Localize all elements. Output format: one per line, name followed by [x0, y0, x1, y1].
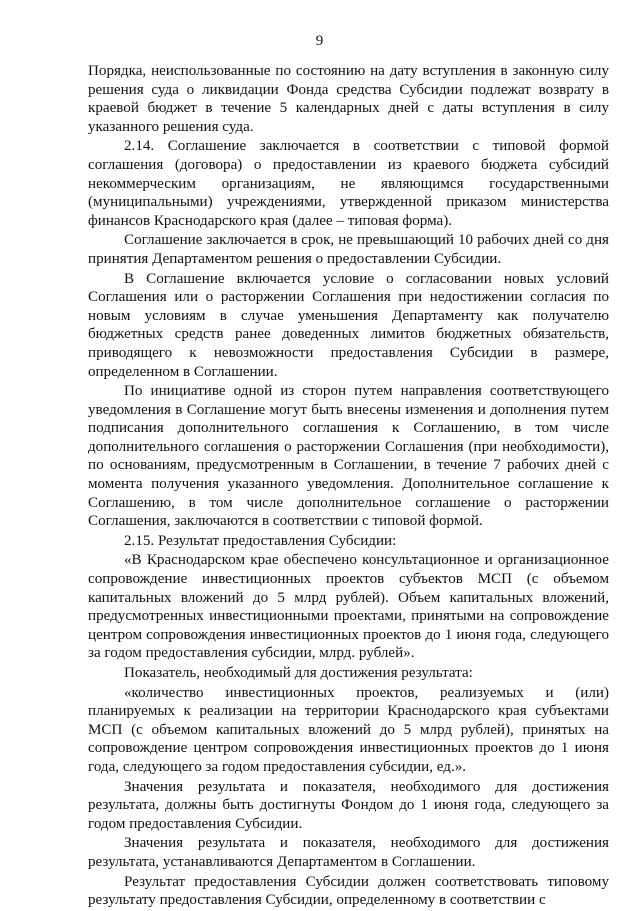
paragraph: «количество инвестиционных проектов, реализуемых и (или) планируемых к реализации на территории Краснодарского края субъектами МСП (с объемом капитальных вложений до 5 млрд рублей), принятых на сопровождение центром сопровождения инвестиционных проектов до 1 июня года, следующего за годом предоставления субсидии, ед.».	[88, 684, 609, 775]
paragraph: Результат предоставления Субсидии должен соответствовать типовому результату предоставления Субсидии, определенному в соответствии с	[88, 873, 609, 909]
paragraph: Показатель, необходимый для достижения результата:	[124, 665, 473, 681]
paragraph: Значения результата и показателя, необходимого для достижения результата, устанавливаются Департаментом в Соглашении.	[88, 835, 609, 870]
document-body	[88, 62, 609, 911]
paragraph: Соглашение заключается в срок, не превышающий 10 рабочих дней со дня принятия Департаментом решения о предоставлении Субсидии.	[88, 232, 609, 267]
paragraph: В Соглашение включается условие о согласовании новых условий Соглашения или о расторжении Соглашения при недостижении согласия по новым условиям в случае уменьшения Департаменту как получателю бюджетных средств ранее доведенных лимитов бюджетных обязательств, приводящего к невозможности предоставления Субсидии в размере, определенном в Соглашении.	[88, 270, 609, 380]
paragraph: 2.15. Результат предоставления Субсидии:	[124, 532, 397, 549]
paragraph: Порядка, неиспользованные по состоянию на дату вступления в законную силу решения суда о ликвидации Фонда средства Субсидии подлежат возврату в краевой бюджет в течение 5 календарных дней с даты вступления в силу указанного решения суда.	[88, 63, 609, 135]
paragraph: «В Краснодарском крае обеспечено консультационное и организационное сопровождение инвестиционных проектов субъектов МСП (с объемом капитальных вложений до 5 млрд рублей). Объем капитальных вложений, предусмотренных инвестиционными проектами, принятыми на сопровождение центром сопровождения инвестиционных проектов до 1 июня года, следующего за годом предоставления субсидии, млрд. рублей».	[88, 552, 609, 662]
paragraph: По инициативе одной из сторон путем направления соответствующего уведомления в Соглашение могут быть внесены изменения и дополнения путем подписания дополнительного соглашения к Соглашению, в том числе дополнительного соглашения о расторжении Соглашения (при необходимости), по основаниям, предусмотренным в Соглашении, в течение 7 рабочих дней с момента получения указанного уведомления. Дополнительное соглашение к Соглашению, в том числе дополнительное соглашение о расторжении Соглашения, заключаются в соответствии с типовой формой.	[88, 383, 609, 530]
paragraph: 2.14. Соглашение заключается в соответствии с типовой формой соглашения (договора) о предоставлении из краевого бюджета субсидий некоммерческим организациям, не являющимся государственными (муниципальными) учреждениями, утвержденной приказом министерства финансов Краснодарского края (далее – типовая форма).	[88, 138, 609, 229]
paragraph: Значения результата и показателя, необходимого для достижения результата, должны быть достигнуты Фондом до 1 июня года, следующего за годом предоставления Субсидии.	[88, 778, 609, 832]
page-number: 9	[315, 33, 324, 49]
